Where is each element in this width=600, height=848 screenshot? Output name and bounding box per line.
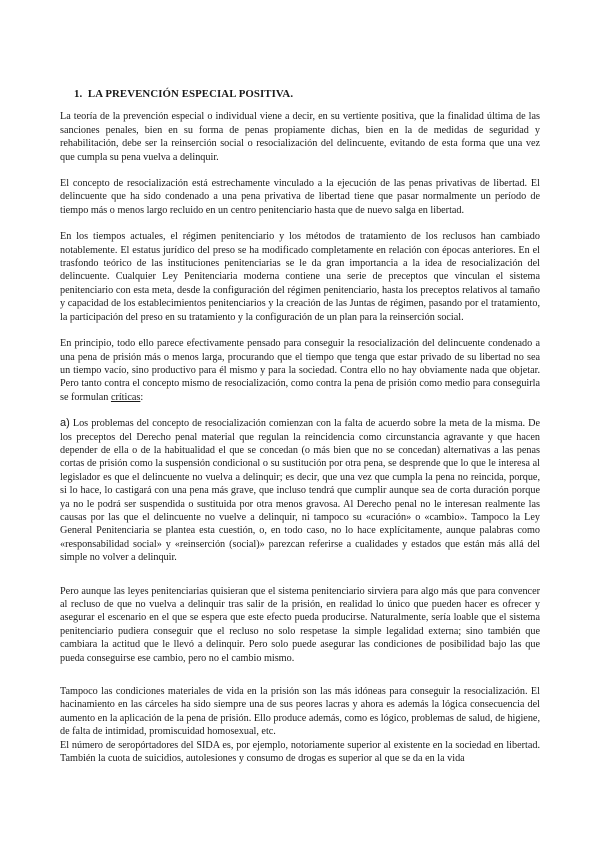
paragraph-4-end: : xyxy=(140,391,144,403)
section-heading xyxy=(74,88,540,101)
list-marker-a: a) xyxy=(60,417,70,430)
section-title: LA PREVENCIÓN ESPECIAL POSITIVA. xyxy=(87,88,294,100)
paragraph-7: Tampoco las condiciones materiales de vida en la prisión son las más idóneas para conseguir la resocialización. El hacinamiento en las cárceles ha sido siempre una de sus peores lacras y ahora es además la lógica consecuencia del aumento en la aplicación de la pena de prisión. Ello produce además, como es lógico, problemas de salud, de higiene, de falta de intimidad, promiscuidad homosexual, etc. xyxy=(60,686,540,738)
paragraph-4-text: En principio, todo ello parece efectivamente pensado para conseguir la resocialización del delincuente condenado a una pena de prisión más o menos larga, procurando que el tiempo que tenga que estar privado de su libertad no sea un tiempo vacío, sino productivo para él mismo y para la sociedad. Contra ello no hay obviamente nada que objetar. Pero tanto contra el concepto mismo de resocialización, como contra la pena de prisión como medio para conseguirla se formulan xyxy=(60,338,540,403)
paragraph-2: El concepto de resocialización está estrechamente vinculado a la ejecución de las penas privativas de libertad. El delincuente que ha sido condenado a una pena privativa de libertad tiene que pasar normalmente un período de tiempo más o menos largo recluido en un centro penitenciario hasta que de nuevo salga en libertad. xyxy=(60,178,540,216)
paragraph-3: En los tiempos actuales, el régimen penitenciario y los métodos de tratamiento de los reclusos han cambiado notablemente. El estatus jurídico del preso se ha modificado completamente en relación con épocas anteriores. En el trasfondo teórico de las instituciones penitenciarias se le da gran importancia a la idea de resocialización del delincuente. Cualquier Ley Penitenciaria moderna contiene una serie de preceptos que vinculan el sistema penitenciario con esta meta, desde la configuración del régimen penitenciario, hasta los preceptos relativos al tamaño y capacidad de los establecimientos penitenciarios y la creación de las Juntas de régimen, pasando por el tratamiento, la participación del preso en su tratamiento y la configuración de un plan para la reinserción social. xyxy=(60,231,540,323)
paragraph-8: El número de seropórtadores del SIDA es, por ejemplo, notoriamente superior al existente en la sociedad en libertad. También la cuota de suicidios, autolesiones y consumo de drogas es superior al que se da en la vida xyxy=(60,739,540,765)
paragraph-6: Pero aunque las leyes penitenciarias quisieran que el sistema penitenciario sirviera para algo más que para convencer al recluso de que no vuelva a delinquir tras salir de la prisión, en realidad lo único que pueden hacer es ofrecer y asegurar el escenario en el que se espera que este efecto pueda producirse. Naturalmente, sería loable que el sistema penitenciario pudiera conseguir que el recluso no solo respetase la simple legalidad externa; sino también que cambiara la actitud que le llevó a delinquir. Pero solo puede asegurar las condiciones de posibilidad bajo las que pueda conseguirse ese cambio, pero no el cambio mismo. xyxy=(60,585,540,664)
document-page xyxy=(60,88,540,765)
paragraph-5 xyxy=(60,417,540,564)
paragraph-1: La teoría de la prevención especial o individual viene a decir, en su vertiente positiva, que la finalidad última de las sanciones penales, bien en su forma de penas propiamente dichas, bien en la de medidas de seguridad y rehabilitación, debe ser la reinserción social o resocialización del delincuente, evitando de esta forma que una vez que cumpla su pena vuelva a delinquir. xyxy=(60,111,540,163)
underlined-word-criticas: críticas xyxy=(110,391,141,403)
section-number: 1. xyxy=(74,88,83,100)
paragraph-5-text: Los problemas del concepto de resocialización comienzan con la falta de acuerdo sobre la meta de la misma. De los preceptos del Derecho penal material que regulan la reincidencia como circunstancia agravante y que hacen depender de ella o de la habitualidad el que se concedan (o más bien que no se concedan) alternativas a las penas cortas de prisión como la suspensión condicional o su sustitución por otra pena, se desprende que lo que le interesa al legislador es que el delincuente no vuelva a delinquir; es decir, que una vez que cumpla la pena no reincida, porque, si lo hace, lo castigará con una pena más grave, que incluso tendrá que cumplir aunque sea de corta duración porque ya no le podrá ser suspendida o sustituida por otra menos gravosa. Al Derecho penal no le interesan realmente las causas por las que el delincuente no vuelve a delinquir, ni tampoco su «curación» o «cambio». Tampoco la Ley General Penitenciaria se plantea esta cuestión, o, en todo caso, no lo hace explícitamente, aunque palabras como «responsabilidad social» y «reinserción (social)» parezcan referirse a cualidades y estados que están más allá del simple no volver a delinquir. xyxy=(60,418,540,564)
paragraph-4 xyxy=(60,337,540,404)
